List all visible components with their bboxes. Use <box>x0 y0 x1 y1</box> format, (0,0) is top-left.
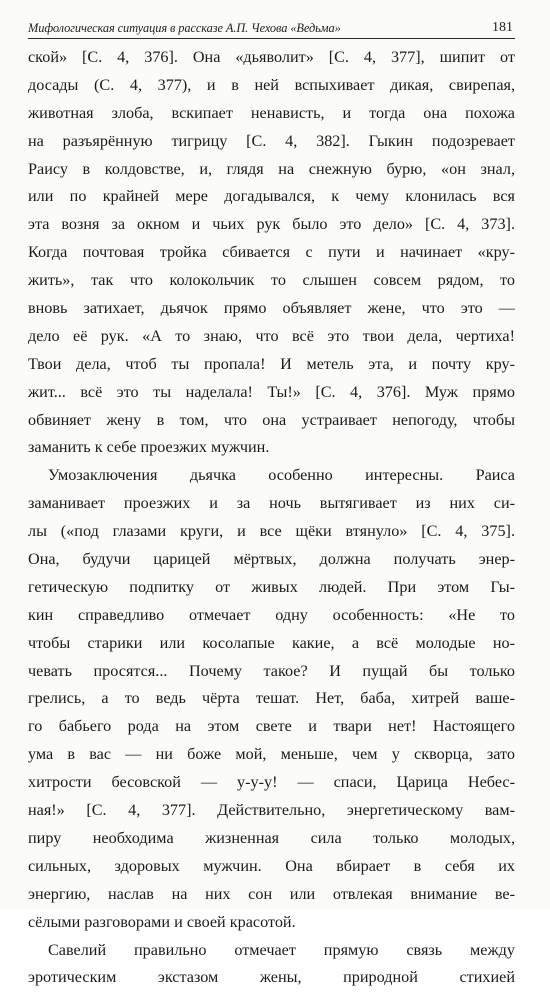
running-header <box>28 14 515 39</box>
body-text <box>28 44 515 992</box>
text-line: хитрости бесовской — у-у-у! — спаси, Царица Небес- <box>28 769 515 797</box>
text-line: Когда почтовая тройка сбивается с пути и начинает «кру- <box>28 239 515 267</box>
text-line: сильных, здоровых мужчин. Она вбирает в себя их <box>28 853 515 881</box>
text-line: заманить к себе проезжих мужчин. <box>28 434 515 462</box>
text-line: заманивает проезжих и за ночь вытягивает из них си- <box>28 490 515 518</box>
text-line: ума в вас — ни боже мой, меньше, чем у скворца, зато <box>28 741 515 769</box>
text-line: Умозаключения дьячка особенно интересны. Раиса <box>28 462 515 490</box>
text-line: Она, будучи царицей мёртвых, должна получать энер- <box>28 546 515 574</box>
text-line: животная злоба, вскипает ненависть, и тогда она похожа <box>28 100 515 128</box>
text-line: сёлыми разговорами и своей красотой. <box>28 909 515 937</box>
text-line: ской» [С. 4, 376]. Она «дьяволит» [С. 4, 377], шипит от <box>28 44 515 72</box>
text-line: досады (С. 4, 377), и в ней вспыхивает дикая, свирепая, <box>28 72 515 100</box>
paragraph-1 <box>28 44 515 462</box>
running-title: Мифологическая ситуация в рассказе А.П. Чехова «Ведьма» <box>28 21 341 36</box>
text-line: или по крайней мере догадывался, к чему клонилась вся <box>28 183 515 211</box>
text-line: грелись, а то ведь чёрта тешат. Нет, баба, хитрей ваше- <box>28 685 515 713</box>
text-line: Твои дела, чтоб ты пропала! И метель эта, и почту кру- <box>28 351 515 379</box>
text-line: гетическую подпитку от живых людей. При этом Гы- <box>28 574 515 602</box>
paragraph-2 <box>28 462 515 936</box>
text-line: кин справедливо отмечает одну особенность: «Не то <box>28 602 515 630</box>
text-line: го бабьего рода на этом свете и твари нет! Настоящего <box>28 713 515 741</box>
text-line: жит... всё это ты наделала! Ты!» [С. 4, 376]. Муж прямо <box>28 379 515 407</box>
text-line: Савелий правильно отмечает прямую связь между <box>28 937 515 965</box>
text-line: чевать просятся... Почему такое? И пущай бы только <box>28 658 515 686</box>
text-line: обвиняет жену в том, что она устраивает непогоду, чтобы <box>28 407 515 435</box>
text-line: вновь затихает, дьячок прямо объявляет жене, что это — <box>28 295 515 323</box>
text-line: Раису в колдовстве, и, глядя на снежную бурю, «он знал, <box>28 156 515 184</box>
text-line: чтобы старики или косолапые какие, а всё молодые но- <box>28 630 515 658</box>
text-line: пиру необходима жизненная сила только молодых, <box>28 825 515 853</box>
text-line: на разъярённую тигрицу [С. 4, 382]. Гыкин подозревает <box>28 128 515 156</box>
text-line: эротическим экстазом жены, природной стихией <box>28 964 515 992</box>
text-line: жить», так что колокольчик то слышен совсем рядом, то <box>28 267 515 295</box>
text-line: энергию, наслав на них сон или отвлекая внимание ве- <box>28 881 515 909</box>
text-line: ная!» [С. 4, 377]. Действительно, энергетическому вам- <box>28 797 515 825</box>
text-line: лы («под глазами круги, и все щёки втянуло» [С. 4, 375]. <box>28 518 515 546</box>
paragraph-3 <box>28 937 515 992</box>
page-number: 181 <box>492 20 515 36</box>
text-line: дело её рук. «А то знаю, что всё это твои дела, чертиха! <box>28 323 515 351</box>
text-line: эта возня за окном и чьих рук было это дело» [С. 4, 373]. <box>28 211 515 239</box>
